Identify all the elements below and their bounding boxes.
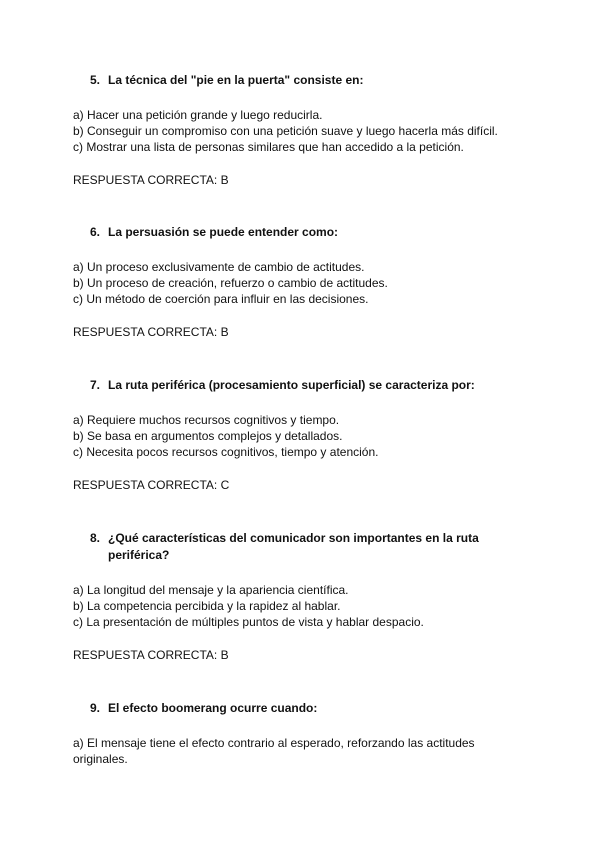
option-c: c) Un método de coerción para influir en las decisiones. [73,292,369,306]
option-a: a) Un proceso exclusivamente de cambio de actitudes. [73,260,365,274]
question-7 [73,377,513,493]
options-list [73,107,513,155]
options-list [73,259,513,307]
question-number: 8. [90,531,101,545]
question-5 [73,72,513,188]
options-list [73,582,513,630]
option-b: b) Un proceso de creación, refuerzo o cambio de actitudes. [73,276,388,290]
correct-answer: RESPUESTA CORRECTA: B [73,325,229,339]
question-text: ¿Qué características del comunicador son importantes en la ruta periférica? [108,531,479,562]
question-number: 7. [90,378,101,392]
option-a: a) La longitud del mensaje y la apariencia científica. [73,583,349,597]
option-a: a) Requiere muchos recursos cognitivos y tiempo. [73,413,340,427]
option-c: c) Mostrar una lista de personas similares que han accedido a la petición. [73,140,464,154]
question-number: 9. [90,701,101,715]
question-title [90,224,513,241]
question-number: 6. [90,225,101,239]
question-title [90,530,493,564]
question-title [90,700,513,717]
question-text: La persuasión se puede entender como: [108,225,339,239]
question-number: 5. [90,73,101,87]
question-title [90,72,513,89]
option-c: c) Necesita pocos recursos cognitivos, tiempo y atención. [73,445,379,459]
question-6 [73,224,513,340]
options-list [73,735,513,767]
option-a: a) El mensaje tiene el efecto contrario al esperado, reforzando las actitudes originales. [73,736,475,766]
correct-answer: RESPUESTA CORRECTA: C [73,478,230,492]
option-b: b) Conseguir un compromiso con una petición suave y luego hacerla más difícil. [73,124,498,138]
question-text: La ruta periférica (procesamiento superficial) se caracteriza por: [108,378,475,392]
question-title [90,377,513,394]
correct-answer: RESPUESTA CORRECTA: B [73,173,229,187]
option-c: c) La presentación de múltiples puntos de vista y hablar despacio. [73,615,424,629]
question-8 [73,530,513,663]
question-text: El efecto boomerang ocurre cuando: [108,701,318,715]
correct-answer: RESPUESTA CORRECTA: B [73,648,229,662]
options-list [73,412,513,460]
question-9 [73,700,513,767]
option-a: a) Hacer una petición grande y luego reducirla. [73,108,323,122]
option-b: b) La competencia percibida y la rapidez al hablar. [73,599,341,613]
question-text: La técnica del "pie en la puerta" consiste en: [108,73,364,87]
option-b: b) Se basa en argumentos complejos y detallados. [73,429,343,443]
